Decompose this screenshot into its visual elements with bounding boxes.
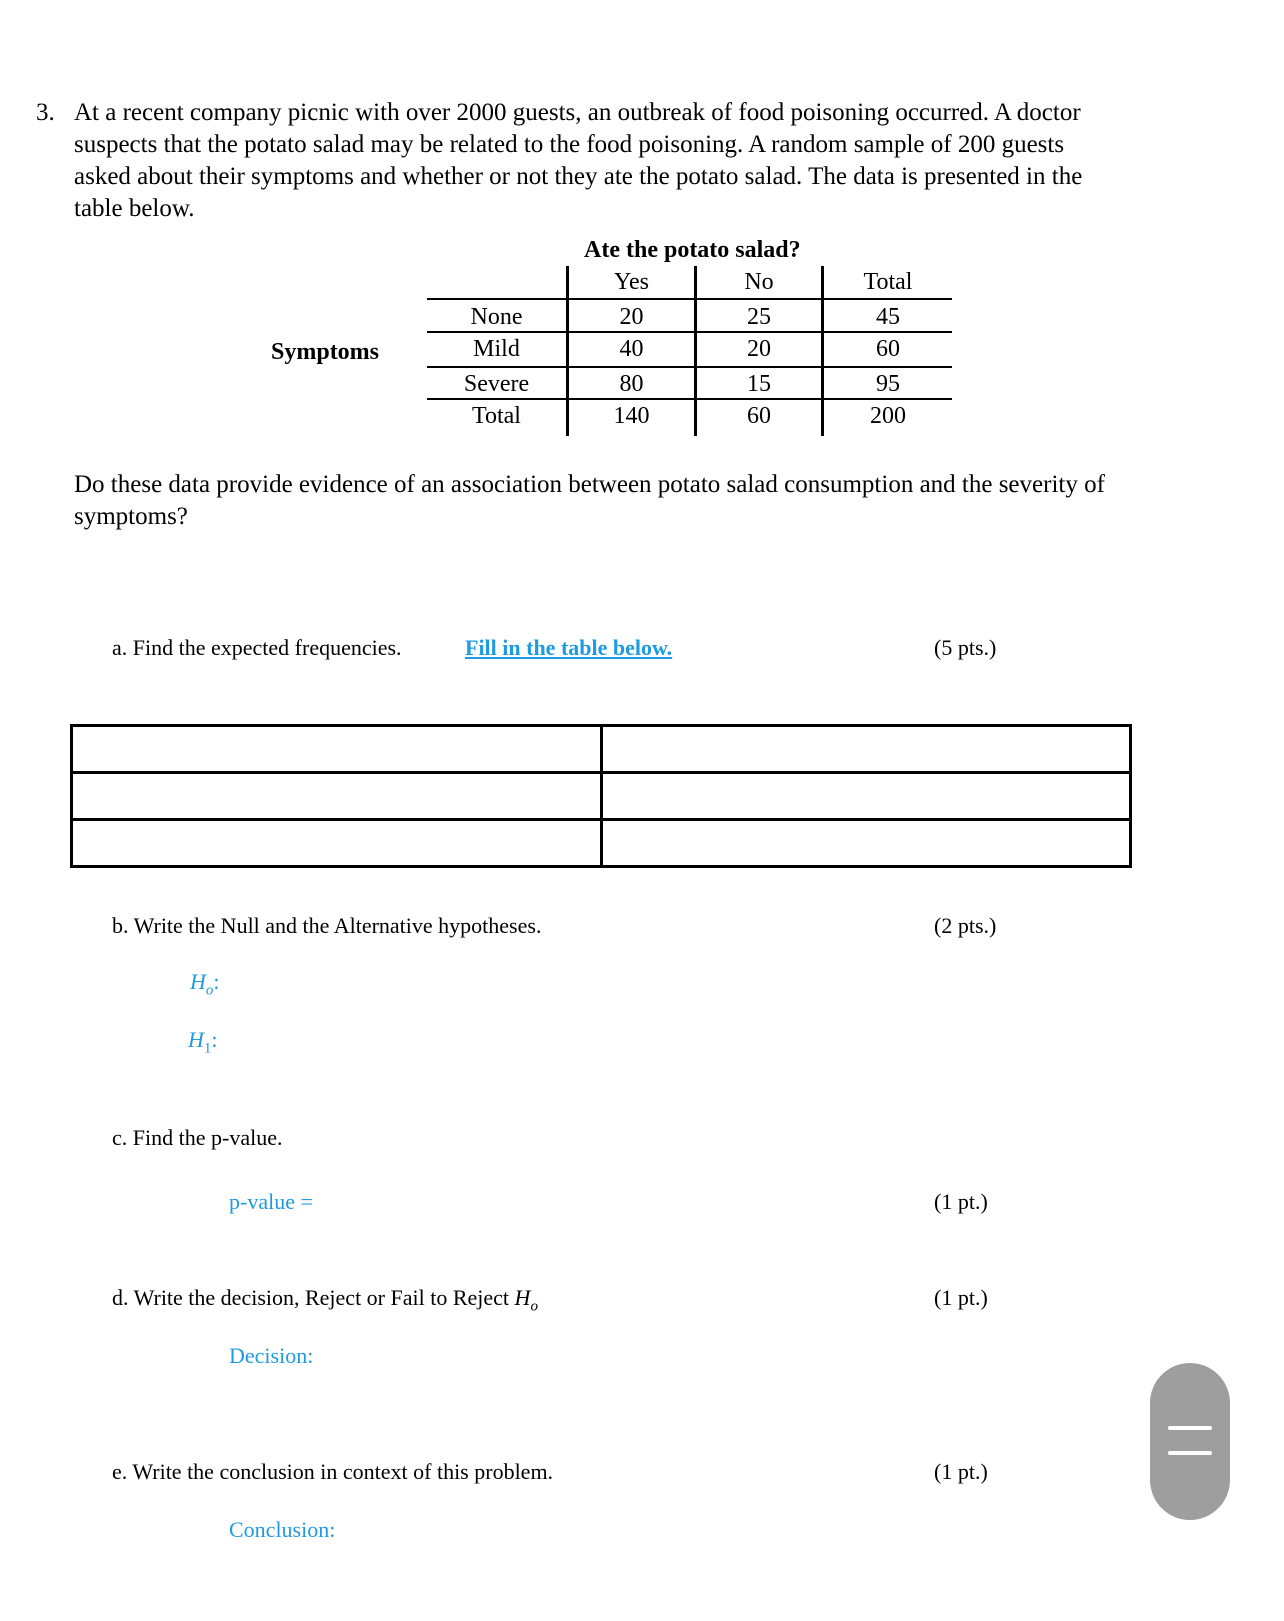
h0-colon: : [213,969,220,994]
table-cell: 20 [619,304,644,330]
handle-bar [1168,1451,1212,1455]
fill-table-cell[interactable] [601,726,1131,773]
part-d-label: d. Write the decision, Reject or Fail to Reject [112,1285,515,1310]
column-header: Total [863,269,913,295]
table-cell: 40 [619,336,644,362]
part-a-text: a. Find the expected frequencies. [112,635,402,660]
drag-handle-icon[interactable] [1150,1363,1230,1520]
column-header: Yes [614,269,649,295]
h1-subscript: 1 [203,1040,212,1057]
part-b-points: (2 pts.) [934,913,997,938]
part-b-text: b. Write the Null and the Alternative hypotheses. [112,913,542,938]
part-a-points: (5 pts.) [934,635,997,660]
part-c-text: c. Find the p-value. [112,1125,283,1150]
question-line: At a recent company picnic with over 2000 guests, an outbreak of food poisoning occurred. A doctor [74,99,1081,126]
question-number: 3. [36,99,55,126]
prompt-line: Do these data provide evidence of an association between potato salad consumption and the severity of [74,471,1105,498]
fill-table-cell[interactable] [72,726,602,773]
h0-subscript: o [205,982,214,999]
table-cell: 25 [747,304,771,330]
column-header: No [744,269,774,295]
part-c-points: (1 pt.) [934,1189,988,1214]
row-label: Mild [473,336,520,362]
part-d-h-symbol: H [514,1285,531,1310]
question-line: asked about their symptoms and whether or not they ate the potato salad. The data is presented in the [74,163,1083,190]
expected-frequencies-table [70,724,1132,868]
table-rule [427,366,952,368]
table-cell: 45 [876,304,900,330]
h0-symbol: H [190,969,206,994]
fill-table-cell[interactable] [601,820,1131,867]
fill-table-cell[interactable] [72,773,602,820]
table-cell: 200 [870,403,906,429]
alt-hypothesis-label[interactable] [188,1027,218,1057]
decision-label[interactable]: Decision: [229,1343,314,1368]
prompt-line: symptoms? [74,503,188,530]
table-cell: 60 [876,336,900,362]
table-rule [427,398,952,400]
fill-table-cell[interactable] [72,820,602,867]
table-cell: 95 [876,371,900,397]
row-group-title: Symptoms [271,339,380,365]
conclusion-label[interactable]: Conclusion: [229,1517,336,1542]
table-rule [427,331,952,333]
table-cell: 60 [747,403,771,429]
fill-table-link[interactable]: Fill in the table below. [465,635,673,660]
table-cell: 140 [613,403,650,429]
question-line: suspects that the potato salad may be related to the food poisoning. A random sample of 200 guests [74,131,1065,158]
fill-table-cell[interactable] [601,773,1131,820]
part-d-points: (1 pt.) [934,1285,988,1310]
question-line: table below. [74,195,195,222]
h1-colon: : [211,1027,218,1052]
null-hypothesis-label[interactable] [190,969,220,999]
row-label: Total [472,403,521,429]
part-d-h-subscript: o [530,1298,538,1315]
part-d-text [112,1285,538,1315]
table-rule [427,298,952,300]
row-label: Severe [463,371,530,397]
p-value-label[interactable]: p-value = [229,1189,313,1214]
column-group-title: Ate the potato salad? [584,237,801,263]
row-label: None [470,304,523,330]
h1-symbol: H [188,1027,204,1052]
table-cell: 20 [747,336,771,362]
part-e-points: (1 pt.) [934,1459,988,1484]
part-e-text: e. Write the conclusion in context of this problem. [112,1459,554,1484]
handle-bar [1168,1426,1212,1430]
question-text [74,97,1174,225]
table-cell: 80 [619,371,644,397]
table-cell: 15 [747,371,771,397]
